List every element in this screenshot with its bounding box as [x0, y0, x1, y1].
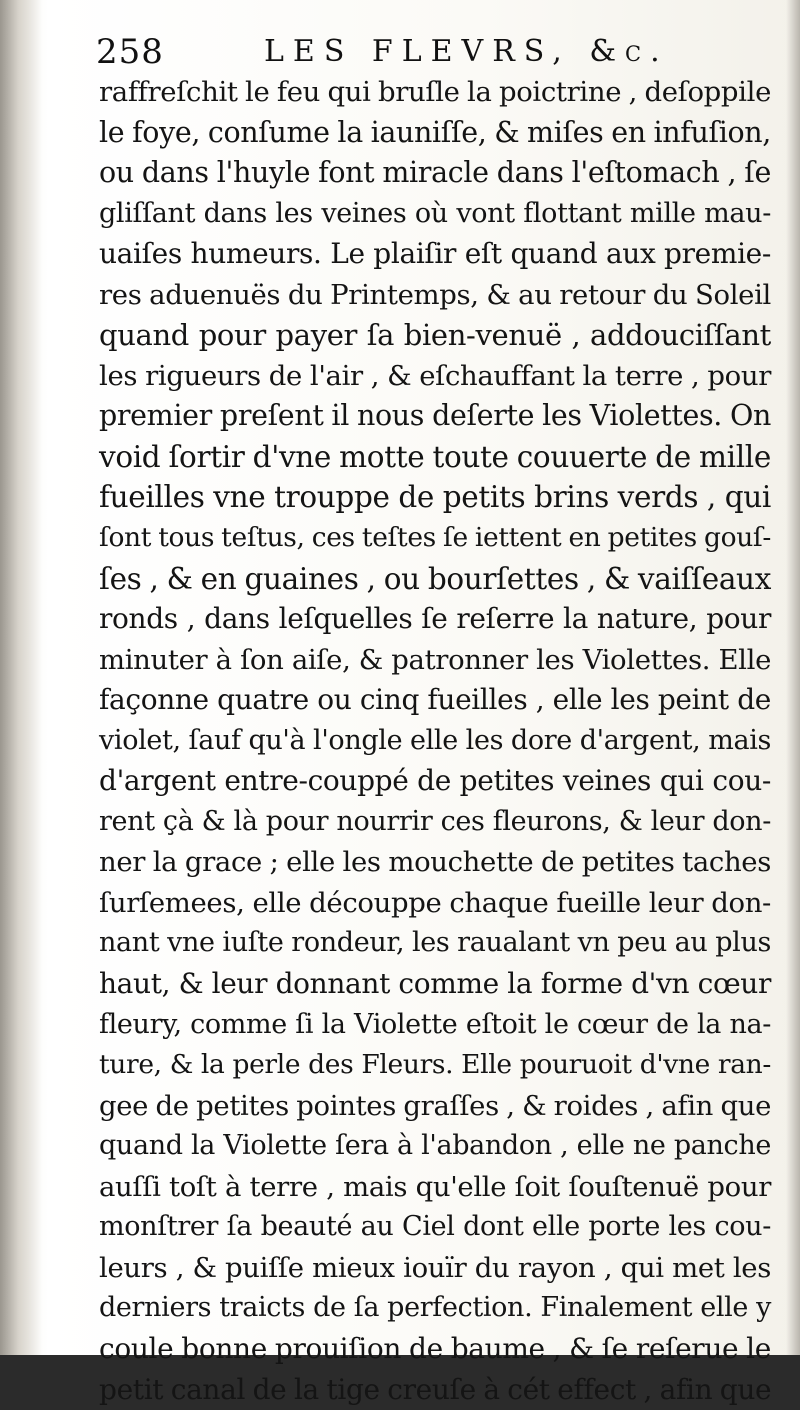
text-line: haut, & leur donnant comme la forme d'vn cœur	[99, 964, 771, 1005]
text-line: violet, ſauf qu'à l'ongle elle les dore d'argent, mais	[99, 721, 771, 762]
text-line: monſtrer ſa beauté au Ciel dont elle porte les cou-	[99, 1207, 771, 1248]
text-line: derniers traicts de ſa perfection. Finalement elle y	[99, 1288, 771, 1329]
text-line: ture, & la perle des Fleurs. Elle pouruoit d'vne ran-	[99, 1045, 771, 1086]
text-line: res aduenuës du Printemps, & au retour du Soleil	[99, 275, 771, 316]
text-line: ſes , & en guaines , ou bourſettes , & vaiſſeaux	[99, 559, 771, 600]
text-line: fueilles vne trouppe de petits brins verds , qui	[99, 477, 771, 518]
text-line: rent çà & là pour nourrir ces fleurons, & leur don-	[99, 802, 771, 843]
running-title: LES FLEVRS, &c.	[264, 34, 669, 69]
text-line: coule bonne prouiſion de baume , & ſe reſerue le	[99, 1329, 771, 1370]
text-line: les rigueurs de l'air , & eſchauffant la terre , pour	[99, 356, 771, 397]
text-line: leurs , & puiſſe mieux iouïr du rayon , qui met les	[99, 1248, 771, 1289]
text-line: gee de petites pointes graſſes , & roides , afin que	[99, 1086, 771, 1127]
body-text	[99, 72, 771, 1410]
text-line: ou dans l'huyle font miracle dans l'eſtomach , ſe	[99, 153, 771, 194]
running-head	[96, 26, 776, 76]
text-line: uaiſes humeurs. Le plaiſir eſt quand aux premie-	[99, 234, 771, 275]
text-line: quand la Violette ſera à l'abandon , elle ne panche	[99, 1126, 771, 1167]
text-line: ner la grace ; elle les mouchette de petites taches	[99, 842, 771, 883]
text-line: d'argent entre-couppé de petites veines qui cou-	[99, 761, 771, 802]
text-line: quand pour payer ſa bien-venuë , addouciſſant	[99, 315, 771, 356]
text-line: façonne quatre ou cinq fueilles , elle les peint de	[99, 680, 771, 721]
page-number: 258	[96, 32, 164, 72]
text-line: petit canal de la tige creuſe à cét effect , afin que	[99, 1370, 771, 1410]
text-line: void ſortir d'vne motte toute couuerte de mille	[99, 437, 771, 478]
text-line: minuter à ſon aiſe, & patronner les Violettes. Elle	[99, 640, 771, 681]
text-line: fleury, comme ſi la Violette eſtoit le cœur de la na-	[99, 1005, 771, 1046]
text-line: ſont tous teſtus, ces teſtes ſe iettent en petites gouſ-	[99, 518, 771, 559]
text-line: auſſi toſt à terre , mais qu'elle ſoit ſouſtenuë pour	[99, 1167, 771, 1208]
text-line: ronds , dans leſquelles ſe reſerre la nature, pour	[99, 599, 771, 640]
text-line: premier preſent il nous deſerte les Violettes. On	[99, 396, 771, 437]
text-line: gliſſant dans les veines où vont flottant mille mau-	[99, 194, 771, 235]
text-line: ſurſemees, elle découppe chaque fueille leur don-	[99, 883, 771, 924]
text-line: raffreſchit le feu qui bruſle la poictrine , deſoppile	[99, 72, 771, 113]
text-line: le foye, conſume la iauniſſe, & miſes en infuſion,	[99, 113, 771, 154]
text-line: nant vne iuſte rondeur, les raualant vn peu au plus	[99, 923, 771, 964]
